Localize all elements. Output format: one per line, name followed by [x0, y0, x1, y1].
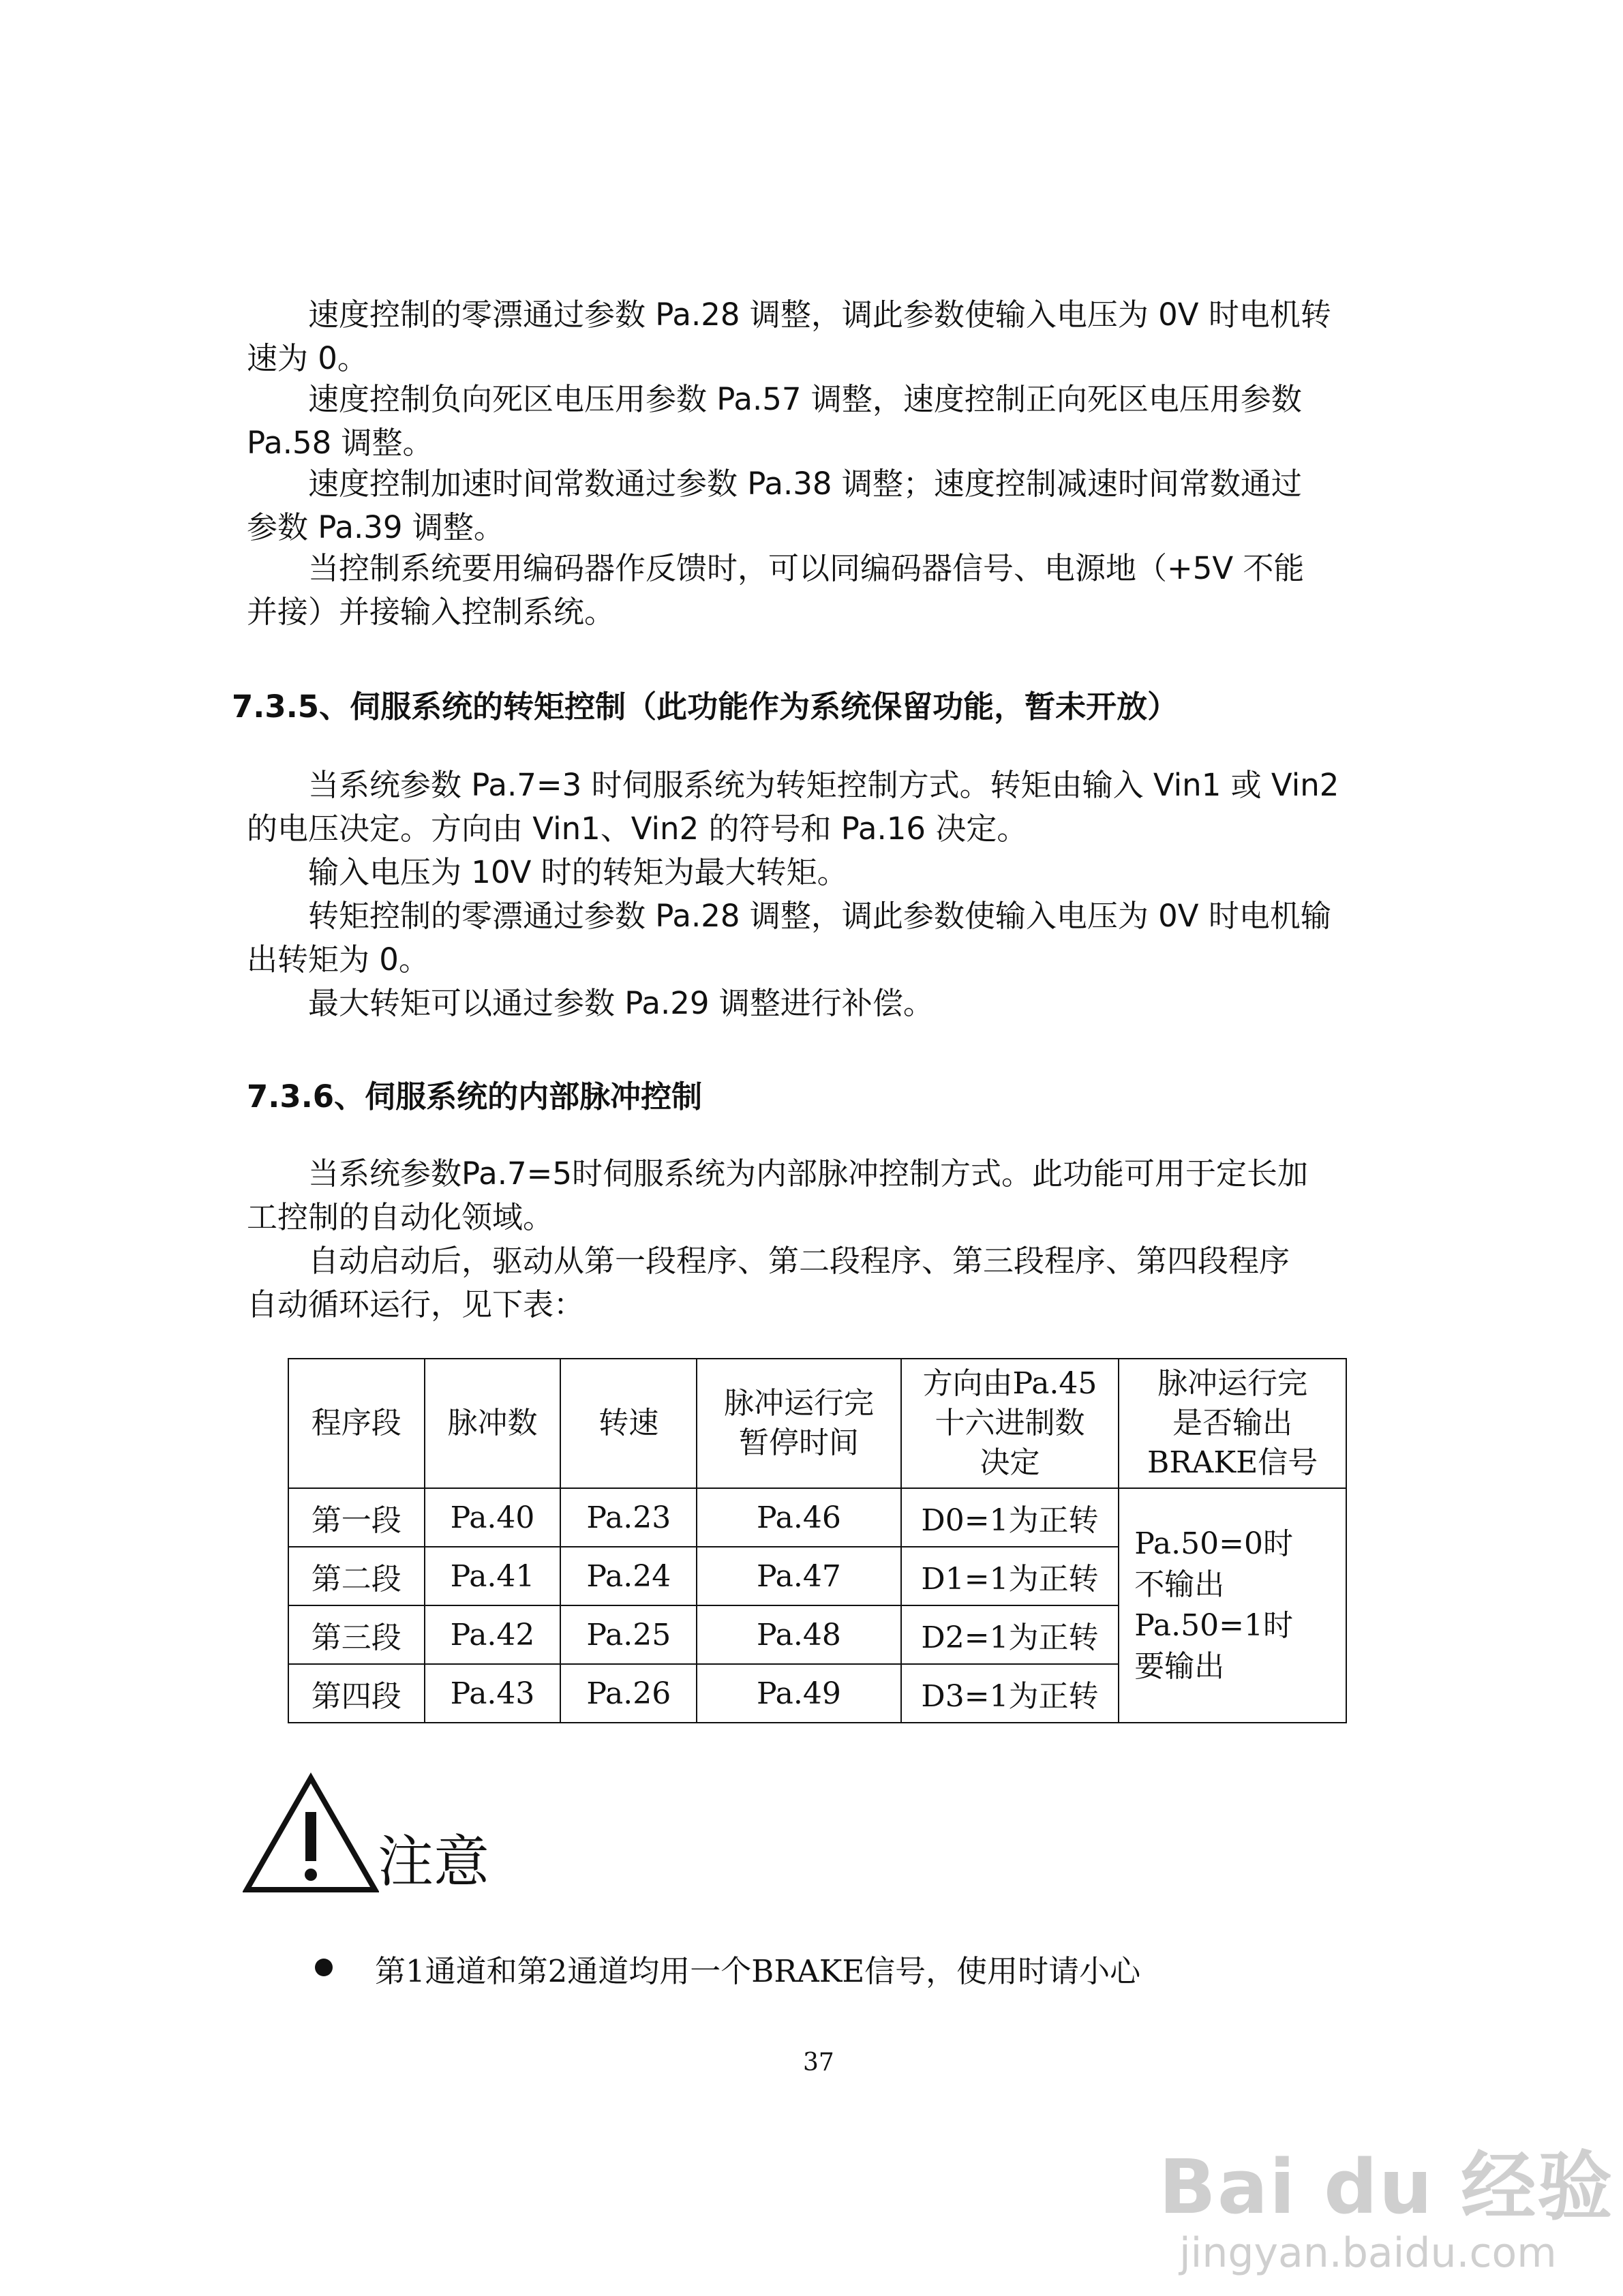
header-line: 脉冲数	[447, 1406, 538, 1440]
text-line: 速度控制负向死区电压用参数 Pa.57 调整，速度控制正向死区电压用参数	[247, 381, 1302, 417]
brake-cell-line: 不输出	[1134, 1567, 1225, 1602]
text-line: 出转矩为 0。	[247, 941, 429, 978]
table-cell: Pa.42	[425, 1605, 561, 1664]
table-cell: Pa.47	[697, 1547, 901, 1605]
table-cell: D2=1为正转	[901, 1605, 1119, 1664]
text-line: 当控制系统要用编码器作反馈时，可以同编码器信号、电源地（+5V 不能	[247, 550, 1305, 586]
text-line: 最大转矩可以通过参数 Pa.29 调整进行补偿。	[247, 985, 934, 1021]
table-cell: 第一段	[288, 1488, 425, 1547]
table-cell: Pa.48	[697, 1605, 901, 1664]
table-row	[288, 1488, 1346, 1547]
text-line: 当系统参数Pa.7=5时伺服系统为内部脉冲控制方式。此功能可用于定长加	[247, 1155, 1308, 1192]
text-line: 参数 Pa.39 调整。	[247, 509, 504, 545]
header-line: 脉冲运行完	[1157, 1366, 1308, 1401]
table-cell: Pa.25	[560, 1605, 697, 1664]
watermark-logo: Bai du 经验	[1159, 2143, 1614, 2231]
text-line: 当系统参数 Pa.7=3 时伺服系统为转矩控制方式。转矩由输入 Vin1 或 Vin2	[247, 767, 1339, 803]
table-cell: Pa.26	[560, 1664, 697, 1723]
table-header-cell	[425, 1359, 561, 1488]
paragraph-internal-pulse-mode	[247, 1152, 1392, 1239]
header-line: 脉冲运行完	[723, 1386, 874, 1421]
baidu-jingyan-watermark	[1159, 2127, 1614, 2291]
table-cell: Pa.40	[425, 1488, 561, 1547]
brake-cell-line: Pa.50=0时	[1134, 1526, 1293, 1561]
table-cell: D3=1为正转	[901, 1664, 1119, 1723]
paragraph-encoder-feedback	[247, 547, 1392, 634]
header-line: 暂停时间	[738, 1425, 859, 1460]
paragraph-speed-accel	[247, 462, 1392, 549]
paragraph-torque-mode	[247, 764, 1392, 851]
header-line: 程序段	[311, 1406, 401, 1440]
table-cell: Pa.41	[425, 1547, 561, 1605]
table-cell: 第四段	[288, 1664, 425, 1723]
table-header-cell	[901, 1359, 1119, 1488]
section-heading-internal-pulse: 7.3.6、伺服系统的内部脉冲控制	[247, 1078, 703, 1115]
program-segment-table	[288, 1358, 1347, 1723]
table-cell: Pa.49	[697, 1664, 901, 1723]
text-line: 转矩控制的零漂通过参数 Pa.28 调整，调此参数使输入电压为 0V 时电机输	[247, 898, 1331, 934]
table-cell: Pa.46	[697, 1488, 901, 1547]
text-line: 速度控制加速时间常数通过参数 Pa.38 调整；速度控制减速时间常数通过	[247, 466, 1302, 502]
table-cell: Pa.24	[560, 1547, 697, 1605]
table-cell: D0=1为正转	[901, 1488, 1119, 1547]
header-line: 方向由Pa.45	[922, 1366, 1097, 1401]
header-line: 是否输出	[1172, 1406, 1293, 1440]
table-header-row	[288, 1359, 1346, 1488]
watermark-url: jingyan.baidu.com	[1179, 2229, 1557, 2277]
text-line: 工控制的自动化领域。	[247, 1199, 554, 1235]
table-cell: 第二段	[288, 1547, 425, 1605]
text-line: 自动启动后，驱动从第一段程序、第二段程序、第三段程序、第四段程序	[247, 1243, 1290, 1279]
paragraph-auto-cycle	[247, 1239, 1392, 1327]
table-cell: Pa.23	[560, 1488, 697, 1547]
table-cell: D1=1为正转	[901, 1547, 1119, 1605]
warning-triangle-icon	[243, 1772, 379, 1895]
text-line: 的电压决定。方向由 Vin1、Vin2 的符号和 Pa.16 决定。	[247, 811, 1028, 847]
header-line: 决定	[980, 1445, 1040, 1480]
table-header-cell	[560, 1359, 697, 1488]
paragraph-torque-zero-drift	[247, 894, 1392, 982]
text-line: 并接）并接输入控制系统。	[247, 594, 616, 630]
text-line: 输入电压为 10V 时的转矩为最大转矩。	[247, 854, 848, 890]
caution-title: 注意	[378, 1830, 490, 1894]
table-header-cell	[697, 1359, 901, 1488]
text-line: Pa.58 调整。	[247, 425, 434, 461]
text-line: 自动循环运行，见下表：	[247, 1286, 585, 1323]
text-line: 速为 0。	[247, 340, 368, 376]
paragraph-max-torque	[247, 851, 1392, 894]
caution-bullet-text: 第1通道和第2通道均用一个BRAKE信号，使用时请小心	[375, 1953, 1141, 1989]
header-line: 十六进制数	[935, 1406, 1085, 1440]
table-header-cell	[288, 1359, 425, 1488]
brake-cell-line: Pa.50=1时	[1134, 1608, 1293, 1643]
text-line: 速度控制的零漂通过参数 Pa.28 调整，调此参数使输入电压为 0V 时电机转	[247, 297, 1331, 333]
paragraph-speed-deadzone	[247, 378, 1392, 465]
brake-cell-line: 要输出	[1134, 1649, 1225, 1684]
table-cell: 第三段	[288, 1605, 425, 1664]
table-cell: Pa.43	[425, 1664, 561, 1723]
table-header-cell	[1119, 1359, 1346, 1488]
header-line: BRAKE信号	[1147, 1445, 1318, 1480]
page-number: 37	[803, 2049, 834, 2076]
section-heading-torque-control: 7.3.5、伺服系统的转矩控制（此功能作为系统保留功能，暂未开放）	[232, 689, 1179, 725]
header-line: 转速	[598, 1406, 659, 1440]
bullet-icon	[315, 1959, 333, 1976]
paragraph-torque-compensation	[247, 982, 1392, 1025]
paragraph-speed-zero-drift	[247, 293, 1392, 380]
brake-output-cell	[1119, 1488, 1346, 1723]
